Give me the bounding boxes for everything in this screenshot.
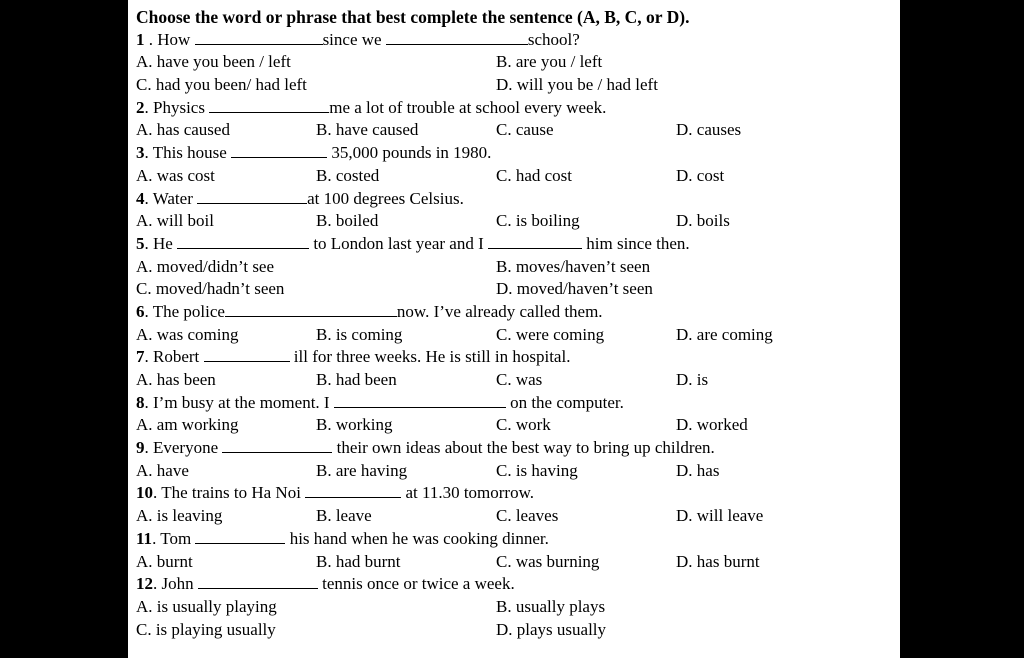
option-c: C. were coming xyxy=(496,324,605,344)
question-text: at 11.30 tomorrow. xyxy=(401,483,535,503)
option-d: D. moved/haven’t seen xyxy=(496,279,653,299)
option-d: D. worked xyxy=(676,415,748,435)
question-5-options-row xyxy=(136,256,896,279)
option-d: D. cost xyxy=(676,165,725,185)
option-b: B. boiled xyxy=(316,211,379,231)
answer-blank xyxy=(177,233,309,249)
question-number: 11 xyxy=(136,528,153,548)
question-6-stem xyxy=(136,301,896,324)
question-text: . I’m busy at the moment. I xyxy=(144,392,334,412)
question-2-options-row xyxy=(136,119,896,142)
option-a: A. am working xyxy=(136,415,239,435)
question-text: me a lot of trouble at school every week. xyxy=(329,97,607,117)
option-d: D. is xyxy=(676,370,709,389)
question-1-stem xyxy=(136,29,896,52)
option-b: B. costed xyxy=(316,165,380,185)
option-d: D. will you be / had left xyxy=(496,75,658,95)
option-b: B. moves/haven’t seen xyxy=(496,256,651,276)
question-9-stem xyxy=(136,437,896,460)
question-number: 1 xyxy=(136,29,145,49)
question-number: 7 xyxy=(136,347,145,367)
question-5-options-row xyxy=(136,278,896,301)
question-text: . Tom xyxy=(152,528,196,548)
question-text: now. I’ve already called them. xyxy=(396,301,603,321)
question-text: . How xyxy=(144,29,195,49)
question-1-options-row xyxy=(136,51,896,74)
question-text: . This house xyxy=(144,143,232,163)
question-text: to London last year and I xyxy=(309,233,489,253)
question-11-stem xyxy=(136,528,896,551)
option-d: D. are coming xyxy=(676,324,773,344)
option-b: B. working xyxy=(316,415,393,435)
answer-blank xyxy=(225,301,397,317)
question-text: him since then. xyxy=(582,233,690,253)
question-number: 2 xyxy=(136,97,145,117)
question-12-options-row xyxy=(136,619,896,642)
answer-blank xyxy=(197,188,307,204)
question-number: 5 xyxy=(136,233,145,253)
question-6-options-row xyxy=(136,324,896,347)
question-11-options-row xyxy=(136,551,896,574)
worksheet-content xyxy=(136,6,896,641)
question-text: . John xyxy=(153,574,198,594)
question-1-options-row xyxy=(136,74,896,97)
question-number: 10 xyxy=(136,483,153,503)
option-b: B. are you / left xyxy=(496,52,603,72)
option-d: D. has burnt xyxy=(676,551,760,571)
question-text: . Robert xyxy=(144,347,204,367)
answer-blank xyxy=(334,392,506,408)
option-d: D. will leave xyxy=(676,506,764,526)
question-text: on the computer. xyxy=(505,392,624,412)
option-a: A. have xyxy=(136,460,189,480)
answer-blank xyxy=(209,97,329,113)
question-8-options-row xyxy=(136,414,896,437)
question-8-stem xyxy=(136,392,896,415)
worksheet xyxy=(128,0,900,658)
question-3-stem xyxy=(136,142,896,165)
option-c: C. is boiling xyxy=(496,211,580,231)
question-12-stem xyxy=(136,573,896,596)
option-d: D. plays usually xyxy=(496,619,607,639)
question-10-options-row xyxy=(136,505,896,528)
question-text: . The police xyxy=(144,301,225,321)
option-a: A. was coming xyxy=(136,324,239,344)
option-c: C. had you been/ had left xyxy=(136,75,307,95)
question-3-options-row xyxy=(136,165,896,188)
answer-blank xyxy=(204,346,290,362)
answer-blank xyxy=(198,573,318,589)
question-text: . Physics xyxy=(144,97,210,117)
option-b: B. had burnt xyxy=(316,551,401,571)
question-2-stem xyxy=(136,97,896,120)
question-text: . Everyone xyxy=(144,438,223,458)
option-d: D. has xyxy=(676,460,720,480)
option-c: C. was burning xyxy=(496,551,600,571)
answer-blank xyxy=(231,142,327,158)
question-12-options-row xyxy=(136,596,896,619)
question-7-stem xyxy=(136,346,896,369)
option-b: B. is coming xyxy=(316,324,403,344)
question-number: 3 xyxy=(136,143,145,163)
question-9-options-row xyxy=(136,460,896,483)
question-text: . He xyxy=(144,233,178,253)
question-text: tennis once or twice a week. xyxy=(317,574,515,594)
option-d: D. boils xyxy=(676,211,730,231)
option-b: B. leave xyxy=(316,506,372,526)
option-a: A. is usually playing xyxy=(136,596,277,616)
option-c: C. work xyxy=(496,415,551,435)
option-c: C. is having xyxy=(496,460,578,480)
question-text: ill for three weeks. He is still in hospital. xyxy=(289,347,571,367)
question-number: 4 xyxy=(136,188,145,208)
option-b: B. have caused xyxy=(316,120,419,140)
option-c: C. moved/hadn’t seen xyxy=(136,279,285,299)
question-text: since we xyxy=(322,29,386,49)
question-7-options-row xyxy=(136,369,896,392)
option-c: C. leaves xyxy=(496,506,559,526)
question-4-options-row xyxy=(136,210,896,233)
question-text: school? xyxy=(527,29,580,49)
option-a: A. will boil xyxy=(136,211,214,231)
answer-blank xyxy=(195,528,285,544)
question-5-stem xyxy=(136,233,896,256)
option-a: A. burnt xyxy=(136,551,193,571)
question-text: their own ideas about the best way to bring up children. xyxy=(332,438,715,458)
option-a: A. is leaving xyxy=(136,506,223,526)
question-number: 9 xyxy=(136,438,145,458)
question-text: his hand when he was cooking dinner. xyxy=(285,528,549,548)
option-c: C. had cost xyxy=(496,165,573,185)
question-text: at 100 degrees Celsius. xyxy=(307,188,464,208)
question-4-stem xyxy=(136,188,896,211)
option-a: A. has caused xyxy=(136,120,230,140)
option-a: A. has been xyxy=(136,370,216,389)
option-b: B. had been xyxy=(316,370,397,389)
option-a: A. have you been / left xyxy=(136,52,291,72)
question-number: 12 xyxy=(136,574,153,594)
option-c: C. was xyxy=(496,370,543,389)
answer-blank xyxy=(305,482,401,498)
answer-blank xyxy=(222,437,332,453)
option-a: A. was cost xyxy=(136,165,215,185)
question-text: 35,000 pounds in 1980. xyxy=(327,143,492,163)
answer-blank xyxy=(488,233,582,249)
answer-blank xyxy=(386,29,528,45)
option-d: D. causes xyxy=(676,120,742,140)
option-c: C. is playing usually xyxy=(136,619,276,639)
question-number: 6 xyxy=(136,301,145,321)
option-b: B. are having xyxy=(316,460,408,480)
worksheet-title: Choose the word or phrase that best complete the sentence (A, B, C, or D). xyxy=(136,7,690,27)
answer-blank xyxy=(195,29,323,45)
question-text: . The trains to Ha Noi xyxy=(153,483,306,503)
question-text: . Water xyxy=(144,188,198,208)
option-b: B. usually plays xyxy=(496,596,606,616)
question-10-stem xyxy=(136,482,896,505)
question-number: 8 xyxy=(136,392,145,412)
option-c: C. cause xyxy=(496,120,554,140)
option-a: A. moved/didn’t see xyxy=(136,256,275,276)
